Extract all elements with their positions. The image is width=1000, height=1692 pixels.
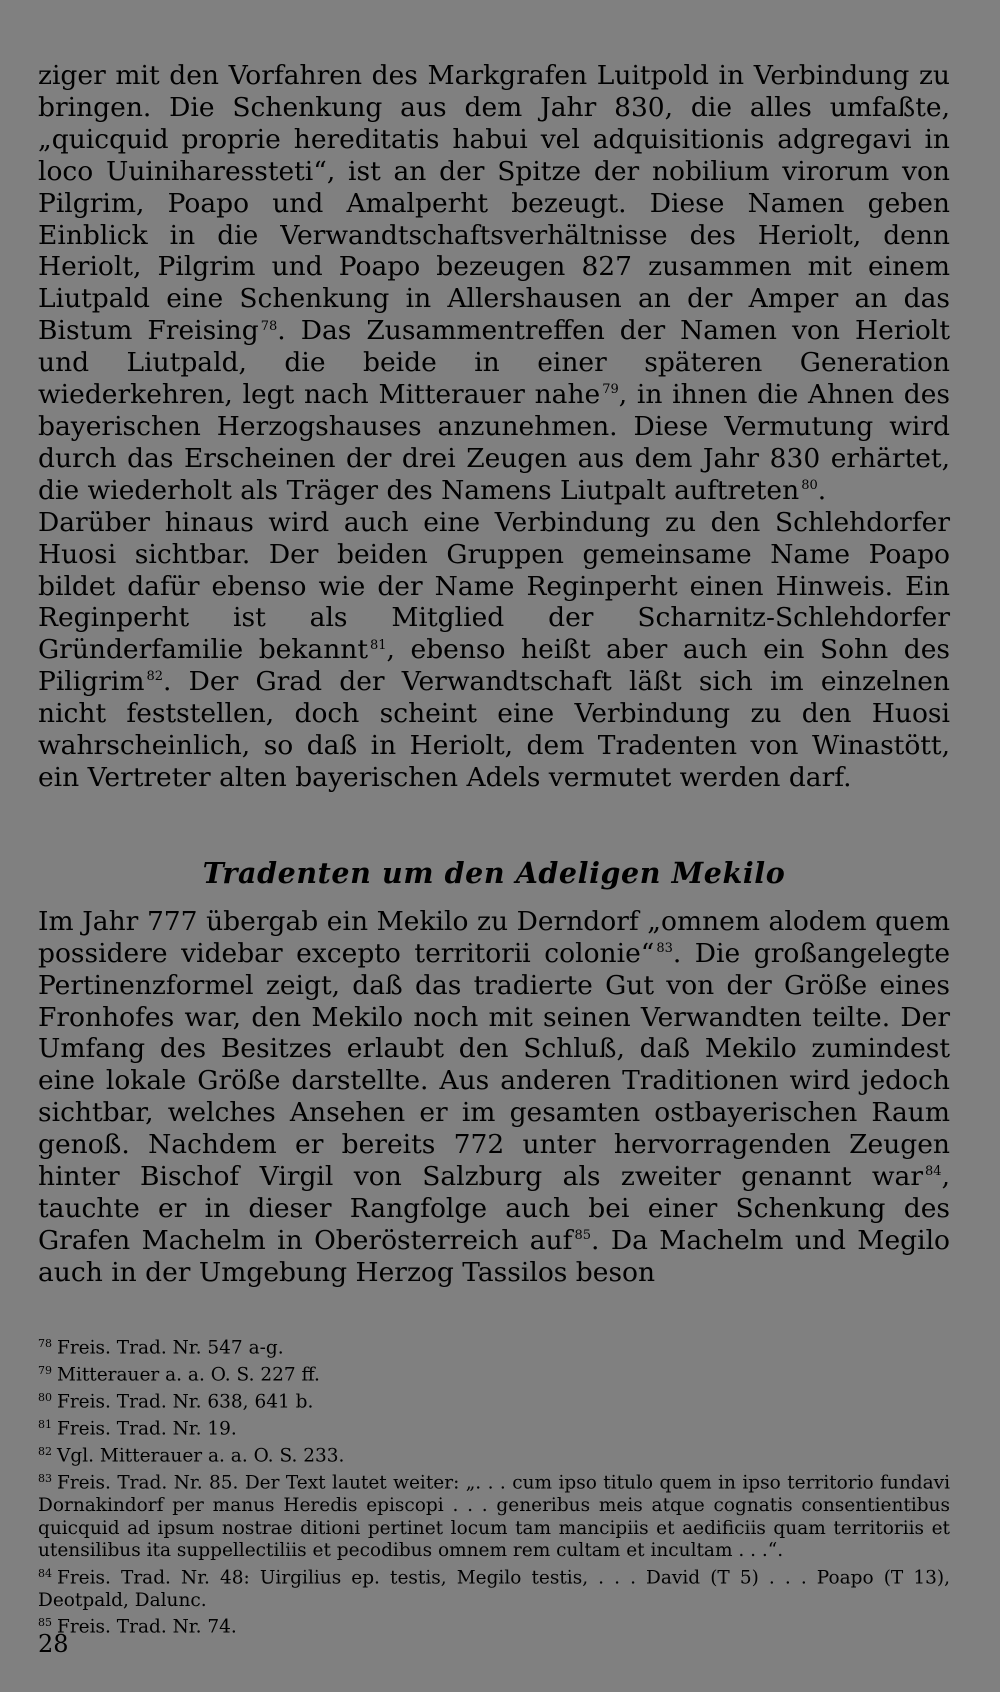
footnote-85 bbox=[38, 1612, 950, 1639]
text-run: . Der Grad der Verwandtschaft läßt sich im einzelnen nicht feststellen, doch scheint eine Verbindung zu den Huosi wahrscheinlich, so daß in Heriolt, dem Tradenten von Winastött, ein Vertreter alten bayerischen Adels vermutet werden darf. bbox=[38, 666, 950, 793]
footnote-82 bbox=[38, 1441, 950, 1468]
footnotes bbox=[38, 1333, 950, 1640]
footnote-ref-80[interactable]: 80 bbox=[801, 478, 818, 494]
text-run: Darüber hinaus wird auch eine Verbindung zu den Schlehdorfer Huosi sichtbar. Der beiden Gruppen gemeinsame Name Poapo bildet dafür ebenso wie der Name Reginperht einen Hinweis. Ein Reginperht ist als Mitglied der Scharnitz-Schlehdorfer Gründerfamilie bekannt bbox=[38, 506, 950, 666]
text-run: , ebenso heißt aber auch ein Sohn des Piligrim bbox=[38, 634, 951, 698]
text-run: . Das Zusammentreffen der Namen von Heriolt und Liutpald, die beide in einer späteren Generation wiederkehren, legt nach Mitterauer nahe bbox=[38, 315, 950, 411]
paragraph bbox=[38, 906, 950, 1289]
footnote-text: Mitterauer a. a. O. S. 227 ff. bbox=[57, 1364, 320, 1386]
footnote-number: 78 bbox=[38, 1336, 52, 1350]
footnote-number: 85 bbox=[38, 1616, 52, 1630]
footnote-ref-82[interactable]: 82 bbox=[146, 669, 164, 685]
paragraph bbox=[38, 507, 950, 794]
book-page bbox=[38, 60, 950, 1639]
body-text-upper bbox=[38, 60, 950, 794]
text-run: . bbox=[817, 474, 827, 506]
footnote-number: 82 bbox=[38, 1445, 52, 1459]
footnote-text: Freis. Trad. Nr. 74. bbox=[57, 1616, 237, 1638]
footnote-text: Freis. Trad. Nr. 85. Der Text lautet weiter: „. . . cum ipso titulo quem in ipso territorio fundavi Dornakindorf per manus Heredis episcopi . . . generibus meis atque cognatis consentientibus quicquid ad ipsum nostrae ditioni pertinet locum tam mancipiis et aedificiis quam territoriis et utensilibus ita suppellectiliis et pecodibus omnem rem cultam et incultam . . .“. bbox=[38, 1472, 950, 1562]
footnote-text: Freis. Trad. Nr. 638, 641 b. bbox=[57, 1391, 314, 1413]
text-run: ziger mit den Vorfahren des Markgrafen Luitpold in Verbindung zu bringen. Die Schenkung aus dem Jahr 830, die alles umfaßte, „quicquid proprie hereditatis habui vel adquisitionis adgregavi in loco Uuiniharessteti“, ist an der Spitze der nobilium virorum von Pilgrim, Poapo und Amalperht bezeugt. Diese Namen geben Einblick in die Verwandtschaftsverhältnisse des Heriolt, denn Heriolt, Pilgrim und Poapo bezeugen 827 zusammen mit einem Liutpald eine Schenkung in Allershausen an der Amper an das Bistum Freising bbox=[38, 60, 950, 347]
footnote-ref-79[interactable]: 79 bbox=[602, 382, 619, 398]
footnote-84 bbox=[38, 1563, 950, 1613]
page-number: 28 bbox=[38, 1630, 69, 1658]
footnote-83 bbox=[38, 1468, 950, 1563]
footnote-80 bbox=[38, 1387, 950, 1414]
footnote-78 bbox=[38, 1333, 950, 1360]
footnote-81 bbox=[38, 1414, 950, 1441]
text-run: . Da Machelm und Megilo auch in der Umgebung Herzog Tassilos beson bbox=[38, 1224, 950, 1288]
footnote-number: 84 bbox=[38, 1566, 52, 1580]
text-run: Im Jahr 777 übergab ein Mekilo zu Derndorf „omnem alodem quem possidere videbar excepto territorii colonie“ bbox=[38, 905, 950, 969]
footnote-number: 80 bbox=[38, 1390, 52, 1404]
footnote-ref-85[interactable]: 85 bbox=[574, 1228, 592, 1244]
footnote-ref-84[interactable]: 84 bbox=[925, 1164, 942, 1180]
footnote-number: 83 bbox=[38, 1472, 52, 1486]
body-text-lower bbox=[38, 906, 950, 1289]
text-run: , tauchte er in dieser Rangfolge auch bei einer Schenkung des Grafen Machelm in Oberösterreich auf bbox=[38, 1161, 950, 1256]
footnote-number: 81 bbox=[38, 1418, 52, 1431]
footnote-79 bbox=[38, 1360, 950, 1387]
text-run: , in ihnen die Ahnen des bayerischen Herzogshauses anzunehmen. Diese Vermutung wird durch das Erscheinen der drei Zeugen aus dem Jahr 830 erhärtet, die wiederholt als Träger des Namens Liutpalt auftreten bbox=[38, 379, 950, 506]
section-heading: Tradenten um den Adeligen Mekilo bbox=[202, 855, 786, 890]
footnote-ref-83[interactable]: 83 bbox=[656, 941, 673, 956]
footnote-text: Freis. Trad. Nr. 547 a-g. bbox=[57, 1337, 284, 1359]
footnote-text: Freis. Trad. Nr. 19. bbox=[57, 1418, 237, 1440]
footnote-text: Vgl. Mitterauer a. a. O. S. 233. bbox=[57, 1445, 345, 1467]
footnote-ref-81[interactable]: 81 bbox=[369, 637, 387, 653]
footnote-text: Freis. Trad. Nr. 48: Uirgilius ep. testis, Megilo testis, . . . David (T 5) . . . Poapo (T 13), Deotpald, Dalunc. bbox=[38, 1567, 950, 1611]
paragraph bbox=[38, 60, 950, 507]
text-run: . Die großangelegte Pertinenzformel zeigt, daß das tradierte Gut von der Größe eines Fronhofes war, den Mekilo noch mit seinen Verwandten teilte. Der Umfang des Besitzes erlaubt den Schluß, daß Mekilo zumindest eine lokale Größe darstellte. Aus anderen Traditionen wird jedoch sichtbar, welches Ansehen er im gesamten ostbayerischen Raum genoß. Nachdem er bereits 772 unter hervorragenden Zeugen hinter Bischof Virgil von Salzburg als zweiter genannt war bbox=[38, 937, 950, 1193]
footnote-ref-78[interactable]: 78 bbox=[260, 318, 278, 334]
footnote-number: 79 bbox=[38, 1363, 52, 1377]
